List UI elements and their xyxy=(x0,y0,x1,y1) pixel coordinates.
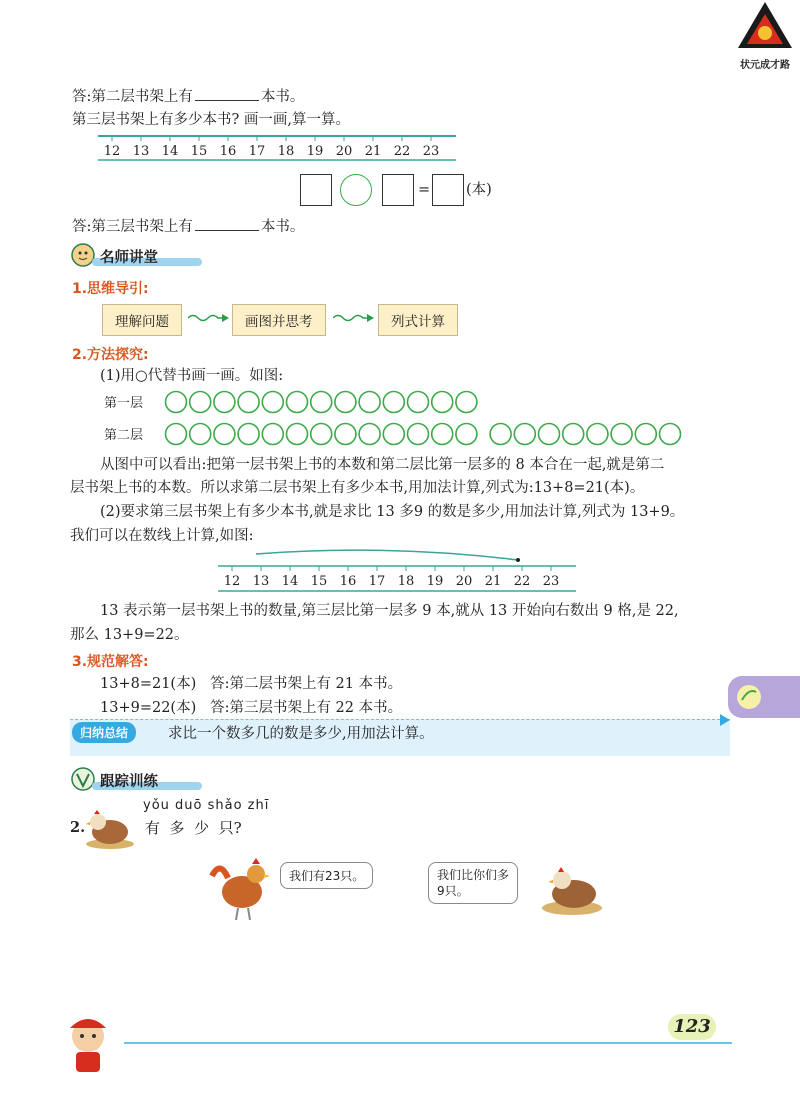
leaf-icon xyxy=(734,682,764,712)
summary-tag: 归纳总结 xyxy=(72,722,136,743)
summary-banner xyxy=(70,719,730,756)
teacher-section-title: 名师讲堂 xyxy=(100,250,158,266)
number-line-tick-label: 22 xyxy=(393,144,411,159)
practice-banner xyxy=(70,768,210,792)
final-answer-2: 13+9=22(本) 答:第三层书架上有 22 本书。 xyxy=(100,700,403,716)
flow-step-3: 列式计算 xyxy=(378,304,458,336)
paragraph-1-line-2: 层书架上书的本数。所以求第二层书架上有多少本书,用加法计算,列式为:13+8=21(本)。 xyxy=(70,480,645,496)
book-circle xyxy=(539,424,560,445)
number-line-tick-label: 18 xyxy=(277,144,295,159)
number-line-tick-label: 20 xyxy=(455,574,473,589)
book-circle xyxy=(359,424,380,445)
book-circle xyxy=(490,424,511,445)
hen-icon xyxy=(84,804,136,850)
number-line-tick-label: 21 xyxy=(484,574,502,589)
book-circle xyxy=(408,392,429,413)
paragraph-2-line-2: 我们可以在数线上计算,如图: xyxy=(70,528,254,544)
circle-row-1 xyxy=(164,388,494,416)
rooster-icon xyxy=(208,856,278,922)
answer-line-3-prefix: 答:第三层书架上有 xyxy=(72,219,193,235)
book-circle xyxy=(214,424,235,445)
equation-box-3[interactable] xyxy=(432,174,464,206)
operator-circle[interactable] xyxy=(340,174,372,206)
number-line-1 xyxy=(98,132,460,166)
book-circle xyxy=(408,424,429,445)
book-circle xyxy=(611,424,632,445)
page-number: 123 xyxy=(668,1014,716,1040)
book-circle xyxy=(166,392,187,413)
brand-logo-icon xyxy=(735,0,795,52)
teacher-banner xyxy=(70,244,210,268)
number-line-tick-label: 21 xyxy=(364,144,382,159)
number-line-tick-label: 15 xyxy=(310,574,328,589)
book-circle xyxy=(514,424,535,445)
brand-logo xyxy=(735,0,795,70)
answer-blank[interactable] xyxy=(195,216,259,231)
pinyin-line: yǒu duō shǎo zhī xyxy=(143,798,270,813)
number-line-tick-label: 20 xyxy=(335,144,353,159)
answer-line-2-suffix: 本书。 xyxy=(260,89,305,105)
practice-number: 2. xyxy=(70,819,86,836)
circle-row-2 xyxy=(164,420,694,448)
number-line-tick-label: 17 xyxy=(368,574,386,589)
speech-bubble-hen-line-2: 9只。 xyxy=(437,884,469,898)
side-tab xyxy=(728,676,800,718)
number-line-tick-label: 14 xyxy=(161,144,179,159)
equation-row xyxy=(300,174,520,208)
practice-question: 有 多 少 只? xyxy=(145,819,242,837)
footer-mascot-icon xyxy=(60,1010,130,1076)
book-circle xyxy=(383,392,404,413)
book-circle xyxy=(335,424,356,445)
speech-bubble-hen-line-1: 我们比你们多 xyxy=(437,868,510,882)
unit-label: (本) xyxy=(466,182,492,198)
book-circle xyxy=(359,392,380,413)
book-circle xyxy=(456,392,477,413)
book-circle xyxy=(635,424,656,445)
number-line-tick-label: 17 xyxy=(248,144,266,159)
number-line-tick-label: 18 xyxy=(397,574,415,589)
book-circle xyxy=(563,424,584,445)
speech-bubble-hen xyxy=(428,862,518,904)
number-line-tick-label: 22 xyxy=(513,574,531,589)
brand-logo-text: 状元成才路 xyxy=(740,60,790,71)
number-line-tick-label: 23 xyxy=(542,574,560,589)
book-circle xyxy=(262,392,283,413)
number-line-tick-label: 12 xyxy=(223,574,241,589)
answer-line-3 xyxy=(72,216,304,237)
practice-section-title: 跟踪训练 xyxy=(100,774,158,790)
equation-box-2[interactable] xyxy=(382,174,414,206)
hen-nest-icon xyxy=(540,862,604,916)
paragraph-1-line-1: 从图中可以看出:把第一层书架上书的本数和第二层比第一层多的 8 本合在一起,就是第二 xyxy=(100,457,665,473)
number-line-tick-label: 12 xyxy=(103,144,121,159)
answer-line-3-suffix: 本书。 xyxy=(260,219,305,235)
answer-heading: 3.规范解答: xyxy=(72,654,149,670)
method-1-text: (1)用○代替书画一画。如图: xyxy=(100,368,284,384)
book-circle xyxy=(432,424,453,445)
equation-box-1[interactable] xyxy=(300,174,332,206)
number-line-tick-label: 16 xyxy=(339,574,357,589)
number-line-tick-label: 13 xyxy=(132,144,150,159)
flow-arrow-icon xyxy=(188,313,230,323)
book-circle xyxy=(190,392,211,413)
question-3: 第三层书架上有多少本书? 画一画,算一算。 xyxy=(72,112,350,128)
final-answer-1: 13+8=21(本) 答:第二层书架上有 21 本书。 xyxy=(100,676,403,692)
method-heading: 2.方法探究: xyxy=(72,347,149,363)
book-circle xyxy=(383,424,404,445)
number-line-tick-label: 13 xyxy=(252,574,270,589)
equals-sign: = xyxy=(418,182,431,198)
book-circle xyxy=(335,392,356,413)
answer-line-2-prefix: 答:第二层书架上有 xyxy=(72,89,193,105)
footer-line xyxy=(124,1042,732,1044)
number-line-tick-label: 23 xyxy=(422,144,440,159)
book-circle xyxy=(214,392,235,413)
book-circle xyxy=(238,424,259,445)
book-circle xyxy=(166,424,187,445)
answer-line-2 xyxy=(72,86,304,107)
book-circle xyxy=(238,392,259,413)
book-circle xyxy=(262,424,283,445)
book-circle xyxy=(660,424,681,445)
book-circle xyxy=(190,424,211,445)
number-line-2 xyxy=(218,546,580,596)
number-line-tick-label: 19 xyxy=(426,574,444,589)
book-circle xyxy=(456,424,477,445)
row-2-label: 第二层 xyxy=(104,428,144,443)
row-1-label: 第一层 xyxy=(104,396,144,411)
number-line-tick-label: 19 xyxy=(306,144,324,159)
number-line-tick-label: 14 xyxy=(281,574,299,589)
book-circle xyxy=(311,392,332,413)
summary-text: 求比一个数多几的数是多少,用加法计算。 xyxy=(168,726,434,742)
flow-step-1: 理解问题 xyxy=(102,304,182,336)
book-circle xyxy=(432,392,453,413)
speech-bubble-rooster: 我们有23只。 xyxy=(280,862,373,889)
book-circle xyxy=(587,424,608,445)
book-circle xyxy=(287,424,308,445)
triangle-marker-icon xyxy=(720,714,730,726)
thinking-heading: 1.思维导引: xyxy=(72,281,149,297)
book-circle xyxy=(311,424,332,445)
book-circle xyxy=(287,392,308,413)
number-line-tick-label: 15 xyxy=(190,144,208,159)
paragraph-3-line-2: 那么 13+9=22。 xyxy=(70,627,189,643)
answer-blank[interactable] xyxy=(195,86,259,101)
flow-arrow-icon xyxy=(333,313,375,323)
paragraph-3-line-1: 13 表示第一层书架上书的数量,第三层比第一层多 9 本,就从 13 开始向右数出 9 格,是 22, xyxy=(100,603,679,619)
number-line-tick-label: 16 xyxy=(219,144,237,159)
flow-step-2: 画图并思考 xyxy=(232,304,326,336)
paragraph-2-line-1: (2)要求第三层书架上有多少本书,就是求比 13 多9 的数是多少,用加法计算,列式为 13+9。 xyxy=(100,504,685,520)
